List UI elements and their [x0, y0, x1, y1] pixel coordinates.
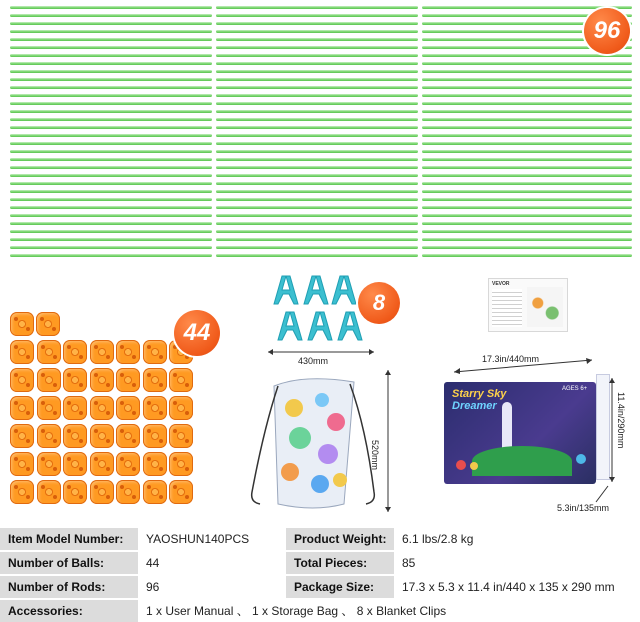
rod: [216, 70, 418, 73]
rod: [216, 254, 418, 257]
box-depth-label: 5.3in/135mm: [557, 503, 610, 513]
rod: [216, 118, 418, 121]
balls-label: Number of Balls:: [0, 552, 138, 574]
ball: [10, 480, 34, 504]
rod: [216, 102, 418, 105]
ball: [143, 424, 167, 448]
specs-row-4: [0, 600, 640, 622]
rod: [422, 246, 632, 249]
ball: [143, 452, 167, 476]
rod: [216, 46, 418, 49]
rod: [10, 166, 212, 169]
rod: [216, 246, 418, 249]
ball: [37, 480, 61, 504]
ball: [63, 452, 87, 476]
model-value: YAOSHUN140PCS: [138, 528, 282, 550]
ball: [36, 312, 60, 336]
rod: [216, 110, 418, 113]
ball: [37, 396, 61, 420]
rod: [10, 230, 212, 233]
rods-column-left: [10, 6, 212, 262]
rod: [10, 142, 212, 145]
rod: [422, 78, 632, 81]
rod: [422, 102, 632, 105]
ball: [143, 368, 167, 392]
rod: [10, 54, 212, 57]
rod: [422, 70, 632, 73]
rod: [10, 254, 212, 257]
rod: [10, 214, 212, 217]
rods-count-badge: 96: [584, 8, 630, 54]
rod: [422, 254, 632, 257]
balls-count-badge: 44: [174, 310, 220, 356]
rod: [422, 230, 632, 233]
rod: [216, 214, 418, 217]
rod: [10, 174, 212, 177]
box-title-line2: Dreamer: [452, 400, 497, 412]
ball: [90, 396, 114, 420]
rod: [10, 46, 212, 49]
box-length-label: 17.3in/440mm: [482, 354, 540, 364]
ball: [37, 340, 61, 364]
rod: [216, 94, 418, 97]
rod: [422, 134, 632, 137]
ball: [37, 452, 61, 476]
package-value: 17.3 x 5.3 x 11.4 in/440 x 135 x 290 mm: [394, 576, 640, 598]
rod: [10, 118, 212, 121]
rod: [422, 86, 632, 89]
ball: [63, 424, 87, 448]
product-box: [444, 374, 608, 488]
rod: [422, 174, 632, 177]
rod: [10, 6, 212, 9]
rod: [422, 182, 632, 185]
rod: [422, 150, 632, 153]
ball: [90, 480, 114, 504]
ball: [90, 340, 114, 364]
specs-row-1: [0, 528, 640, 550]
ball: [63, 368, 87, 392]
rod: [10, 86, 212, 89]
ball: [143, 340, 167, 364]
ball: [169, 452, 193, 476]
rod: [216, 238, 418, 241]
accessories-value: 1 x User Manual 、 1 x Storage Bag 、 8 x Blanket Clips: [138, 600, 640, 622]
rod: [10, 126, 212, 129]
rod: [216, 38, 418, 41]
rod: [422, 94, 632, 97]
ball: [143, 480, 167, 504]
rod: [10, 182, 212, 185]
rod: [216, 230, 418, 233]
ball: [10, 368, 34, 392]
box-depth-arrow: [592, 484, 612, 504]
rod: [10, 246, 212, 249]
rod: [422, 62, 632, 65]
rods-column-middle: [216, 6, 418, 262]
rod: [10, 78, 212, 81]
rod: [422, 198, 632, 201]
ball: [37, 368, 61, 392]
rod: [422, 118, 632, 121]
rod: [216, 174, 418, 177]
pieces-value: 85: [394, 552, 640, 574]
ball: [10, 312, 34, 336]
ball: [169, 396, 193, 420]
rod: [216, 54, 418, 57]
rod: [216, 86, 418, 89]
specs-row-2: [0, 552, 640, 574]
accessories-label: Accessories:: [0, 600, 138, 622]
rod: [10, 110, 212, 113]
ball: [116, 396, 140, 420]
ball: [116, 480, 140, 504]
rod: [10, 150, 212, 153]
rod: [422, 166, 632, 169]
rod: [216, 78, 418, 81]
bag-width-arrow: [266, 348, 376, 356]
rod: [422, 110, 632, 113]
ball: [10, 340, 34, 364]
rod: [422, 190, 632, 193]
box-height-arrow: [608, 376, 616, 484]
ball: [169, 368, 193, 392]
rod: [422, 206, 632, 209]
specs-row-3: [0, 576, 640, 598]
rod: [216, 6, 418, 9]
rod: [216, 134, 418, 137]
rod: [216, 198, 418, 201]
ball: [116, 340, 140, 364]
bag-height-arrow: [384, 368, 392, 514]
ball: [10, 424, 34, 448]
ball: [143, 396, 167, 420]
bag-height-label: 520mm: [370, 440, 380, 471]
ball: [90, 424, 114, 448]
rod: [216, 166, 418, 169]
rod: [216, 206, 418, 209]
ball: [63, 480, 87, 504]
balls-value: 44: [138, 552, 282, 574]
rod: [422, 54, 632, 57]
rod: [10, 158, 212, 161]
rod: [422, 238, 632, 241]
ball: [116, 452, 140, 476]
rod: [216, 150, 418, 153]
rod: [422, 222, 632, 225]
blanket-clips-image: [268, 270, 364, 346]
rod: [216, 190, 418, 193]
bag-width-label: 430mm: [298, 356, 329, 366]
ball: [116, 368, 140, 392]
rod: [216, 14, 418, 17]
ball: [10, 396, 34, 420]
rod: [10, 198, 212, 201]
ball: [169, 480, 193, 504]
rod: [422, 142, 632, 145]
rod: [10, 62, 212, 65]
pieces-label: Total Pieces:: [286, 552, 394, 574]
rod: [10, 70, 212, 73]
storage-bag-image: [244, 368, 384, 516]
rod: [216, 62, 418, 65]
box-age-label: AGES 6+: [562, 386, 588, 392]
ball: [10, 452, 34, 476]
rod: [10, 14, 212, 17]
rod: [10, 102, 212, 105]
rod: [10, 206, 212, 209]
rod: [10, 190, 212, 193]
ball: [90, 452, 114, 476]
rod: [422, 126, 632, 129]
rod: [216, 182, 418, 185]
manual-brand: VEVOR: [492, 281, 510, 287]
model-label: Item Model Number:: [0, 528, 138, 550]
user-manual-image: [488, 278, 568, 332]
rod: [422, 158, 632, 161]
rod: [216, 22, 418, 25]
weight-value: 6.1 lbs/2.8 kg: [394, 528, 640, 550]
clips-count-badge: 8: [358, 282, 400, 324]
rod: [216, 30, 418, 33]
box-title-line1: Starry Sky: [452, 388, 507, 400]
rods-label: Number of Rods:: [0, 576, 138, 598]
rod: [216, 158, 418, 161]
rod: [422, 214, 632, 217]
rod: [10, 222, 212, 225]
weight-label: Product Weight:: [286, 528, 394, 550]
rod: [216, 222, 418, 225]
rod: [216, 142, 418, 145]
package-label: Package Size:: [286, 576, 394, 598]
ball: [116, 424, 140, 448]
rod: [10, 238, 212, 241]
rod: [10, 30, 212, 33]
ball: [37, 424, 61, 448]
rod: [10, 38, 212, 41]
rod: [10, 22, 212, 25]
rods-value: 96: [138, 576, 282, 598]
ball: [63, 396, 87, 420]
ball: [63, 340, 87, 364]
ball: [90, 368, 114, 392]
ball: [169, 424, 193, 448]
rod: [10, 94, 212, 97]
rod: [216, 126, 418, 129]
rod: [10, 134, 212, 137]
box-height-label: 11.4in/290mm: [616, 392, 626, 449]
